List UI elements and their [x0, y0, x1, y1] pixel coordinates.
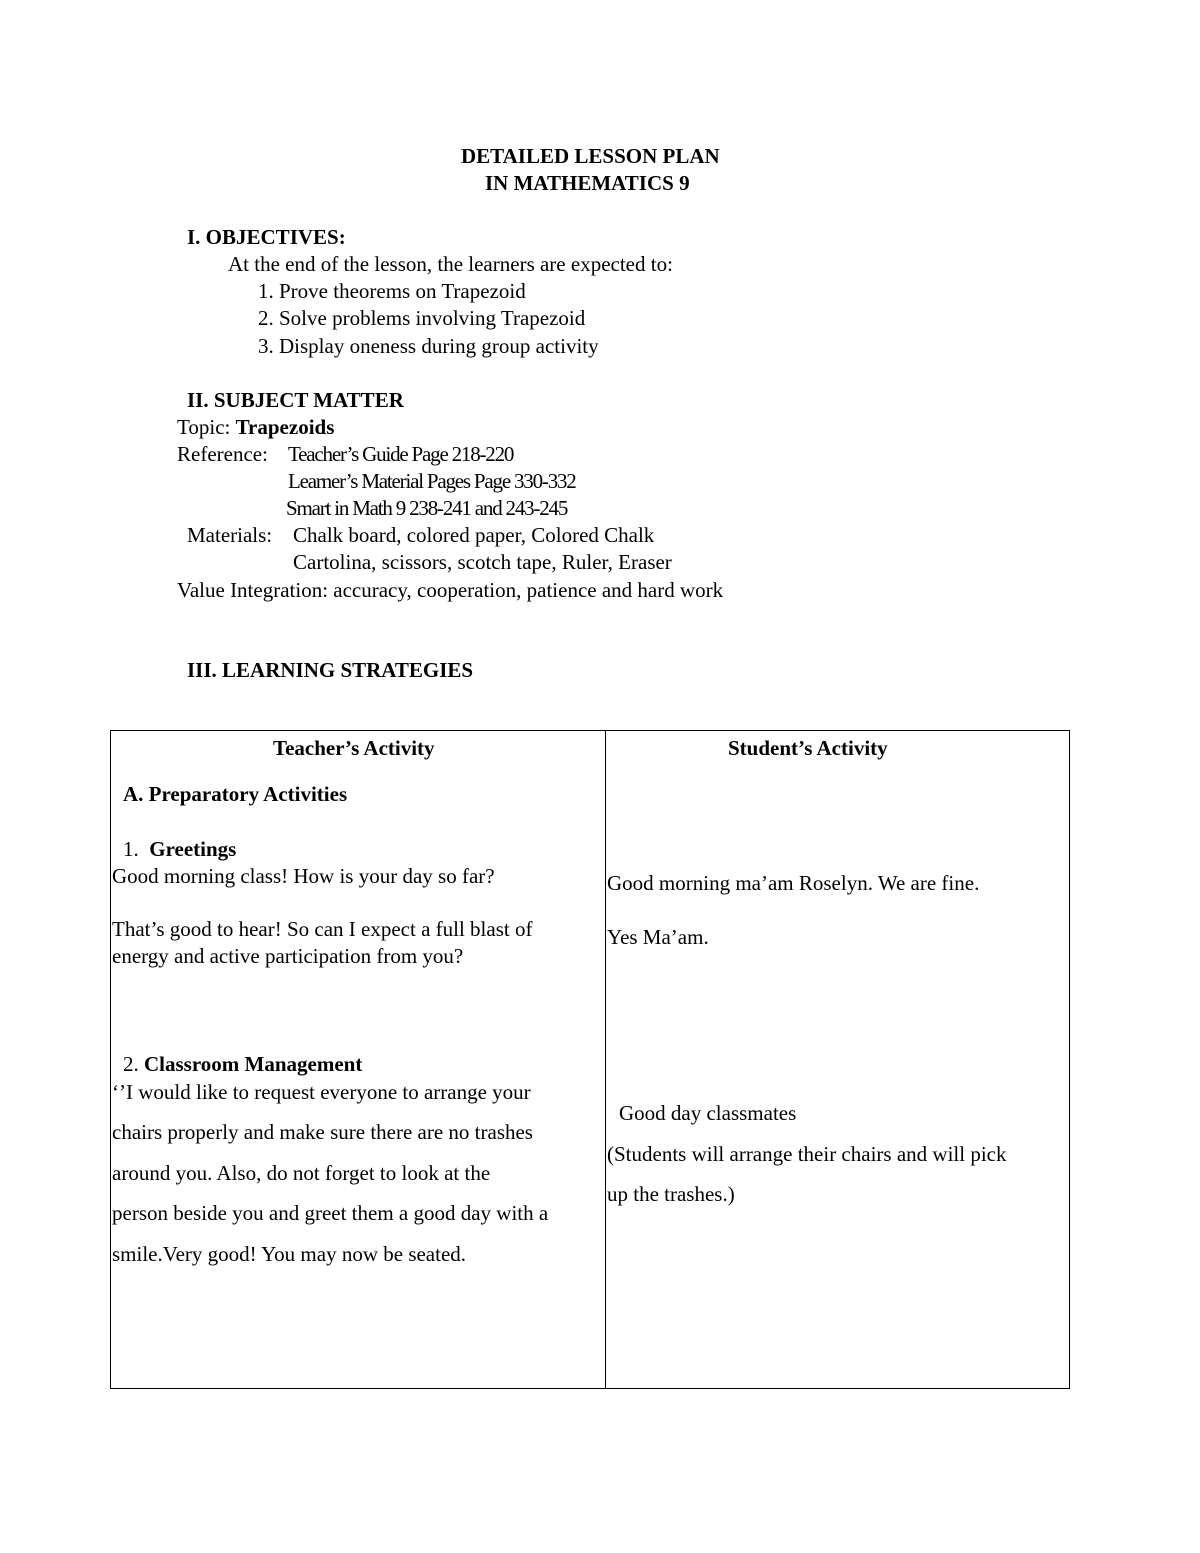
reference-item: Teacher’s Guide Page 218-220 — [288, 442, 514, 466]
management-line: person beside you and greet them a good day with a — [112, 1201, 549, 1225]
topic-label: Topic: — [177, 415, 236, 439]
objective-item: 1. Prove theorems on Trapezoid — [258, 279, 526, 303]
objective-item: 2. Solve problems involving Trapezoid — [258, 306, 586, 330]
student-response: Yes Ma’am. — [607, 925, 709, 949]
management-line: around you. Also, do not forget to look at the — [112, 1161, 491, 1185]
reference-item: Smart in Math 9 238-241 and 243-245 — [286, 496, 568, 520]
teacher-activity-header: Teacher’s Activity — [273, 736, 435, 760]
student-activity-header: Student’s Activity — [728, 736, 888, 760]
learning-strategies-heading: III. LEARNING STRATEGIES — [187, 658, 474, 682]
greetings-heading — [123, 839, 236, 860]
student-response: (Students will arrange their chairs and will pick — [607, 1142, 1007, 1166]
title-line-1: DETAILED LESSON PLAN — [461, 144, 720, 168]
materials-item: Chalk board, colored paper, Colored Chalk — [293, 523, 655, 547]
teacher-greeting-line: energy and active participation from you? — [112, 944, 464, 968]
teacher-greeting-line: That’s good to hear! So can I expect a full blast of — [112, 917, 533, 941]
management-number: 2. — [123, 1052, 139, 1076]
management-line: ‘’I would like to request everyone to arrange your — [112, 1080, 531, 1104]
greetings-number: 1. — [123, 837, 139, 861]
student-response: Good morning ma’am Roselyn. We are fine. — [607, 871, 980, 895]
subject-matter-heading: II. SUBJECT MATTER — [187, 388, 404, 412]
management-line: smile.Very good! You may now be seated. — [112, 1242, 467, 1266]
objective-item: 3. Display oneness during group activity — [258, 334, 599, 358]
topic-value: Trapezoids — [235, 415, 335, 439]
materials-label: Materials: — [187, 523, 273, 547]
management-title: Classroom Management — [144, 1052, 363, 1076]
activity-table — [110, 730, 1070, 1389]
teacher-activity-cell — [111, 731, 606, 1389]
value-integration: Value Integration: accuracy, cooperation, patience and hard work — [177, 578, 724, 602]
teacher-greeting-line: Good morning class! How is your day so far? — [112, 864, 495, 888]
reference-item: Learner’s Material Pages Page 330-332 — [288, 469, 576, 493]
greetings-title: Greetings — [149, 837, 237, 861]
student-activity-cell — [606, 731, 1070, 1389]
objectives-intro: At the end of the lesson, the learners are expected to: — [228, 252, 673, 276]
objectives-heading: I. OBJECTIVES: — [187, 225, 346, 249]
classroom-management-heading — [123, 1054, 362, 1075]
section-a-heading: A. Preparatory Activities — [123, 782, 348, 806]
student-response: up the trashes.) — [607, 1182, 735, 1206]
topic-line — [177, 417, 334, 438]
title-line-2: IN MATHEMATICS 9 — [485, 171, 690, 195]
management-line: chairs properly and make sure there are no trashes — [112, 1120, 533, 1144]
materials-item: Cartolina, scissors, scotch tape, Ruler, Eraser — [293, 550, 672, 574]
student-response: Good day classmates — [619, 1101, 797, 1125]
reference-label: Reference: — [177, 442, 268, 466]
